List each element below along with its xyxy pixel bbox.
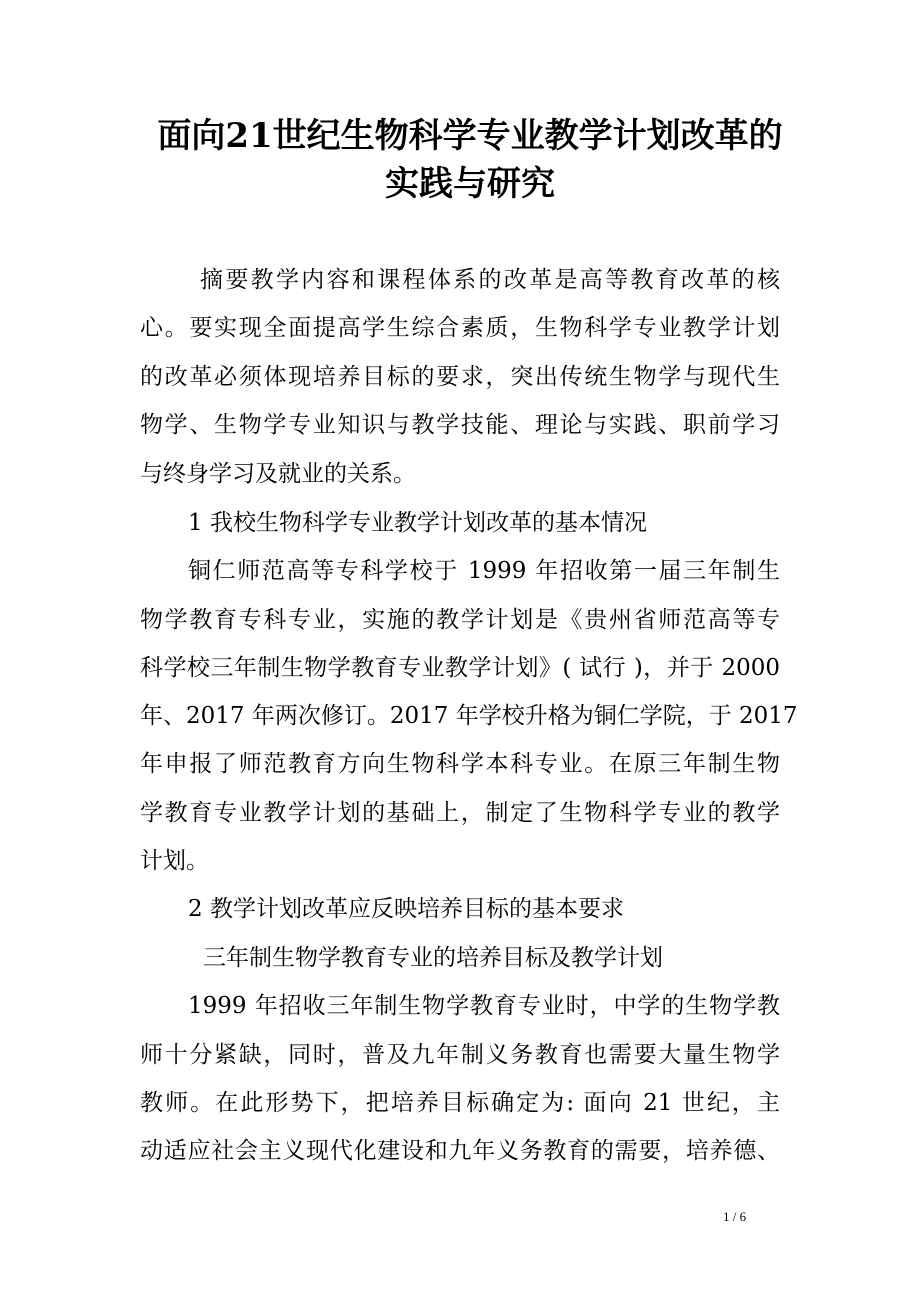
page-indicator: 1 / 6 — [723, 1209, 747, 1224]
subsection-heading: 三年制生物学教育专业的培养目标及教学计划 — [203, 945, 663, 971]
body-line: 师十分紧缺，同时，普及九年制义务教育也需要大量生物学 — [140, 1042, 780, 1068]
abstract-line: 物学、生物学专业知识与教学技能、理论与实践、职前学习 — [140, 412, 780, 438]
body-line: 年、2017 年两次修订。2017 年学校升格为铜仁学院，于 2017 — [140, 703, 798, 729]
body-line: 1999 年招收三年制生物学教育专业时，中学的生物学教 — [188, 993, 780, 1019]
section-heading-2: 2 教学计划改革应反映培养目标的基本要求 — [188, 896, 624, 922]
body-line: 物学教育专科专业，实施的教学计划是《贵州省师范高等专 — [140, 607, 780, 633]
body-line: 科学校三年制生物学教育专业教学计划》( 试行 )，并于 2000 — [140, 655, 780, 681]
body-line: 计划。 — [140, 848, 209, 874]
body-line: 动适应社会主义现代化建设和九年义务教育的需要，培养德、 — [140, 1138, 780, 1164]
abstract-line: 摘要教学内容和课程体系的改革是高等教育改革的核 — [200, 267, 780, 293]
body-line: 教师。在此形势下，把培养目标确定为: 面向 21 世纪，主 — [140, 1090, 780, 1116]
section-heading-1: 1 我校生物科学专业教学计划改革的基本情况 — [188, 510, 647, 536]
document-title-line-2: 实践与研究 — [385, 164, 555, 204]
abstract-line: 与终身学习及就业的关系。 — [140, 461, 416, 487]
body-line: 学教育专业教学计划的基础上，制定了生物科学专业的教学 — [140, 800, 780, 826]
abstract-line: 的改革必须体现培养目标的要求，突出传统生物学与现代生 — [140, 364, 780, 390]
body-line: 铜仁师范高等专科学校于 1999 年招收第一届三年制生 — [188, 558, 780, 584]
abstract-line: 心。要实现全面提高学生综合素质，生物科学专业教学计划 — [140, 315, 780, 341]
document-title-line-1: 面向21世纪生物科学专业教学计划改革的 — [157, 116, 783, 156]
body-line: 年申报了师范教育方向生物科学本科专业。在原三年制生物 — [140, 751, 780, 777]
